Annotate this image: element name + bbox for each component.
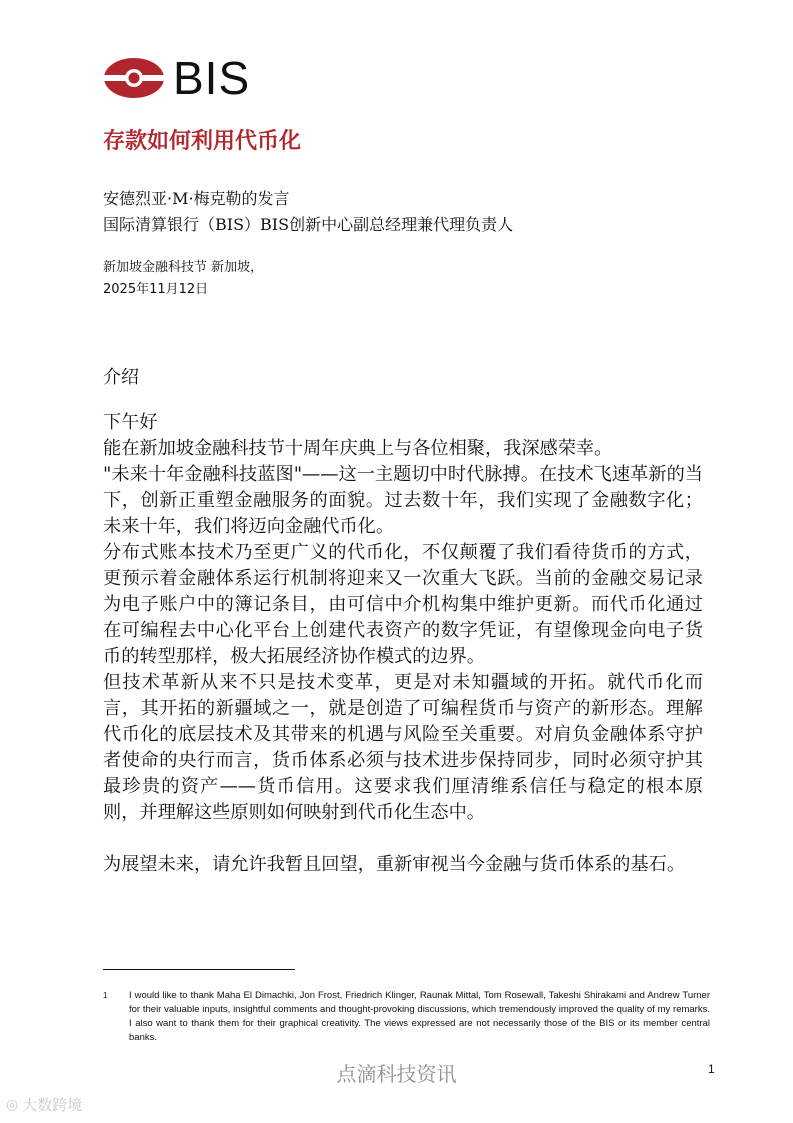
paragraph: 能在新加坡金融科技节十周年庆典上与各位相聚，我深感荣幸。 — [103, 438, 613, 459]
section-heading: 介绍 — [103, 367, 139, 388]
footnote-divider — [103, 969, 295, 970]
corner-watermark — [6, 1094, 82, 1115]
corner-watermark-text: 大数跨境 — [22, 1096, 83, 1114]
speech-body — [103, 410, 703, 878]
watermark-text: 点滴科技资讯 — [336, 1062, 457, 1086]
speaker-info — [103, 186, 513, 238]
event-name: 新加坡金融科技节 新加坡， — [103, 260, 264, 275]
paragraph: 为展望未来，请允许我暂且回望，重新审视当今金融与货币体系的基石。 — [103, 854, 686, 875]
event-info — [103, 257, 263, 301]
footnote-text: I would like to thank Maha El Dimachki, Jon Frost, Friedrich Klinger, Raunak Mittal, Tom Rosewall, Takeshi Shirakami and Andrew Turner for their valuable inputs, insightful comments and thought-provoking discussions, which tremendously improved the quality of my remarks. I also want to thank them for their graphical creativity. The views expressed are not necessarily those of the BIS or its member central banks. — [129, 990, 710, 1043]
speaker-role: 国际清算银行（BIS）BIS创新中心副总经理兼代理负责人 — [103, 215, 514, 234]
paragraph: 分布式账本技术乃至更广义的代币化，不仅颠覆了我们看待货币的方式，更预示着金融体系运行机制将迎来又一次重大飞跃。当前的金融交易记录为电子账户中的簿记条目，由可信中介机构集中维护更新。而代币化通过在可编程去中心化平台上创建代表资产的数字凭证，有望像现金向电子货币的转型那样，极大拓展经济协作模式的边界。 — [103, 542, 703, 667]
paragraph: "未来十年金融科技蓝图"——这一主题切中时代脉搏。在技术飞速革新的当下，创新正重塑金融服务的面貌。过去数十年，我们实现了金融数字化；未来十年，我们将迈向金融代币化。 — [103, 464, 703, 537]
logo-text: BIS — [173, 52, 251, 104]
bis-logo-icon — [103, 57, 165, 99]
speaker-name: 安德烈亚·M·梅克勒的发言 — [103, 189, 290, 208]
page-number: 1 — [708, 1062, 715, 1076]
bis-logo — [103, 52, 251, 104]
camera-icon: ◎ — [6, 1096, 19, 1113]
paragraph-greeting: 下午好 — [103, 412, 158, 433]
footnote-number: 1 — [103, 991, 108, 1000]
paragraph: 但技术革新从来不只是技术变革，更是对未知疆域的开拓。就代币化而言，其开拓的新疆域之一，就是创造了可编程货币与资产的新形态。理解代币化的底层技术及其带来的机遇与风险至关重要。对肩负金融体系守护者使命的央行而言，货币体系必须与技术进步保持同步，同时必须守护其最珍贵的资产——货币信用。这要求我们厘清维系信任与稳定的根本原则，并理解这些原则如何映射到代币化生态中。 — [103, 672, 703, 823]
footnote — [103, 989, 710, 1045]
event-date: 2025年11月12日 — [103, 282, 209, 297]
page-title: 存款如何利用代币化 — [103, 128, 302, 154]
